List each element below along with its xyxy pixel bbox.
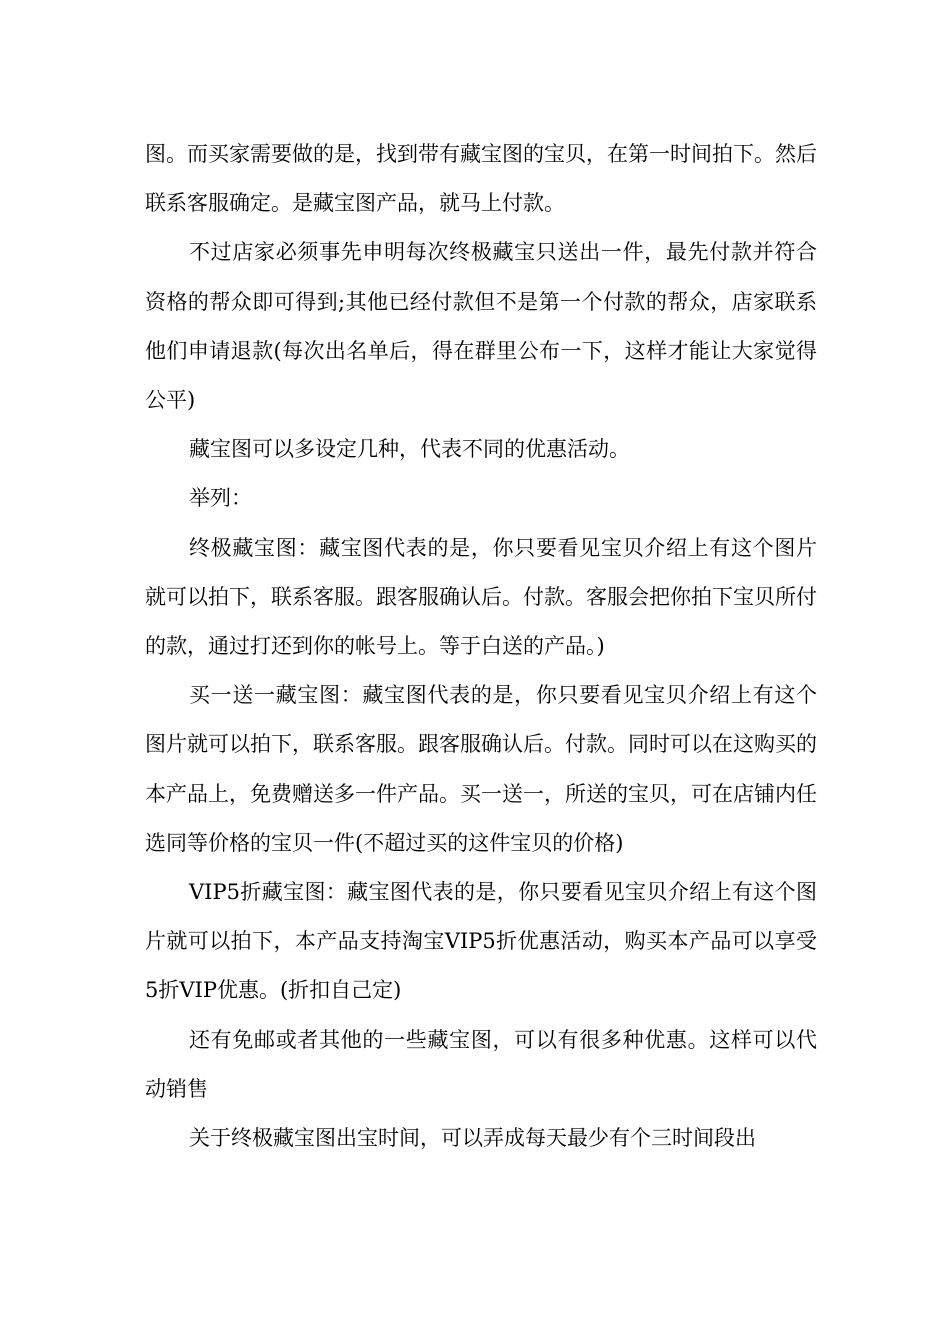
paragraph-5: 终极藏宝图：藏宝图代表的是，你只要看见宝贝介绍上有这个图片就可以拍下，联系客服。跟客服确认后。付款。客服会把你拍下宝贝所付的款，通过打还到你的帐号上。等于白送的产品。) [145,535,817,659]
paragraph-1: 图。而买家需要做的是，找到带有藏宝图的宝贝，在第一时间拍下。然后联系客服确定。是藏宝图产品，就马上付款。 [145,142,817,216]
paragraph-4: 举列： [189,486,252,511]
paragraph-2: 不过店家必须事先申明每次终极藏宝只送出一件，最先付款并符合资格的帮众即可得到;其他已经付款但不是第一个付款的帮众，店家联系他们申请退款(每次出名单后，得在群里公布一下，这样才能让大家觉得公平) [145,240,817,413]
document-body [145,130,817,1163]
paragraph-3: 藏宝图可以多设定几种，代表不同的优惠活动。 [189,437,630,462]
paragraph-8: 还有免邮或者其他的一些藏宝图，可以有很多种优惠。这样可以代动销售 [145,1027,817,1101]
paragraph-7: VIP5折藏宝图：藏宝图代表的是，你只要看见宝贝介绍上有这个图片就可以拍下，本产品支持淘宝VIP5折优惠活动，购买本产品可以享受5折VIP优惠。(折扣自己定) [145,880,817,1003]
paragraph-9: 关于终极藏宝图出宝时间，可以弄成每天最少有个三时间段出 [189,1126,756,1151]
paragraph-6: 买一送一藏宝图：藏宝图代表的是，你只要看见宝贝介绍上有这个图片就可以拍下，联系客服。跟客服确认后。付款。同时可以在这购买的本产品上，免费赠送多一件产品。买一送一，所送的宝贝，可在店铺内任选同等价格的宝贝一件(不超过买的这件宝贝的价格) [145,683,817,855]
